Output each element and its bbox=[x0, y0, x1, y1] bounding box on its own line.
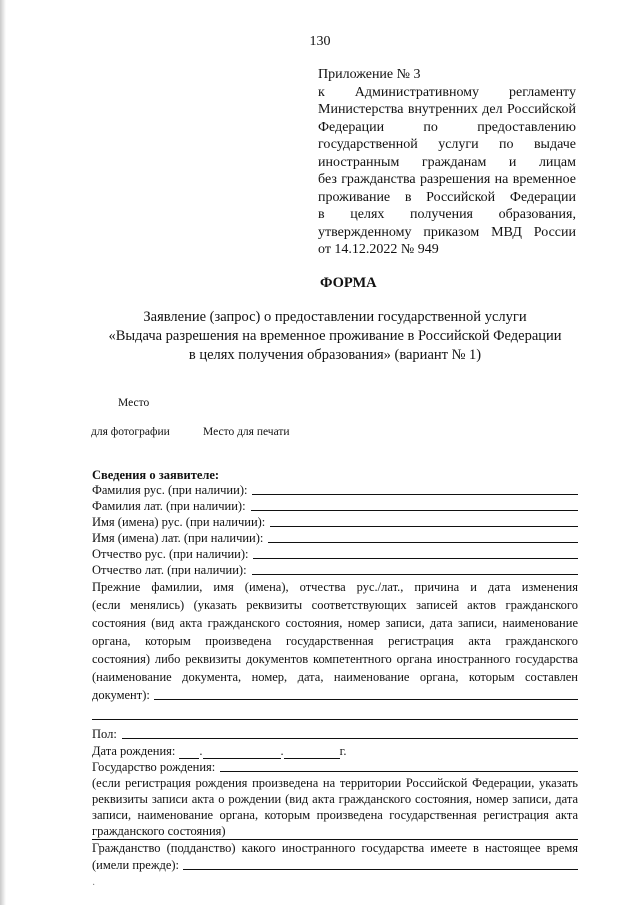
input-line[interactable] bbox=[252, 574, 578, 575]
sex-field[interactable] bbox=[92, 726, 578, 742]
appendix-line: в целях получения образования, bbox=[318, 207, 576, 222]
instruction-line: состояния (вид акта гражданского состояния, номер записи, дата записи, наименование bbox=[92, 616, 578, 630]
field-label: Имя (имена) лат. (при наличии): bbox=[92, 531, 264, 545]
citizenship-field[interactable] bbox=[92, 856, 578, 873]
appendix-line: государственной услуги по выдаче bbox=[318, 137, 576, 152]
previous-names-field[interactable] bbox=[92, 686, 578, 703]
input-line[interactable] bbox=[122, 738, 578, 739]
field-label: Отчество лат. (при наличии): bbox=[92, 563, 247, 577]
scan-speck: · bbox=[92, 880, 96, 891]
input-line[interactable] bbox=[183, 869, 578, 870]
input-line[interactable] bbox=[252, 494, 578, 495]
photo-place-label-2: для фотографии bbox=[91, 426, 170, 438]
photo-place-label: Место bbox=[118, 397, 150, 409]
surname-lat-field[interactable] bbox=[92, 498, 578, 514]
appendix-line: проживание в Российской Федерации bbox=[318, 189, 576, 205]
birth-country-field[interactable] bbox=[92, 759, 578, 775]
appendix-line: к Административному регламенту bbox=[318, 84, 576, 100]
appendix-line: Министерства внутренних дел Российской bbox=[318, 102, 576, 117]
patronymic-lat-field[interactable] bbox=[92, 562, 578, 578]
input-line[interactable] bbox=[270, 526, 578, 527]
input-line-continuation[interactable] bbox=[92, 703, 578, 720]
title-line: «Выдача разрешения на временное проживание в Российской Федерации bbox=[108, 328, 562, 344]
appendix-line: Приложение № 3 bbox=[318, 67, 421, 82]
instruction-line: состояния) либо реквизиты документов компетентного органа иностранного государства bbox=[92, 652, 578, 666]
title-line: в целях получения образования» (вариант № 1) bbox=[188, 347, 482, 363]
instruction-line: органа, которым произведена государственная регистрация акта гражданского bbox=[92, 634, 578, 648]
dob-year-suffix: г. bbox=[339, 744, 347, 758]
dob-day-input[interactable] bbox=[179, 746, 199, 759]
surname-rus-field[interactable] bbox=[92, 482, 578, 498]
citizenship-question bbox=[92, 840, 578, 856]
scan-edge-shadow bbox=[0, 0, 6, 905]
dob-month-input[interactable] bbox=[203, 746, 281, 759]
instruction-line: реквизиты записи акта о рождении (вид акта гражданского состояния, номер записи, дата bbox=[92, 792, 578, 806]
instruction-line: гражданского состояния) bbox=[92, 823, 578, 840]
appendix-note bbox=[318, 66, 576, 259]
appendix-line: от 14.12.2022 № 949 bbox=[318, 242, 439, 257]
input-line[interactable] bbox=[154, 699, 578, 700]
form-heading: ФОРМА bbox=[320, 275, 377, 291]
section-title: Сведения о заявителе: bbox=[92, 468, 220, 482]
date-of-birth-field[interactable] bbox=[92, 742, 578, 759]
title-line: Заявление (запрос) о предоставлении государственной услуги bbox=[143, 309, 527, 325]
page-number: 130 bbox=[309, 34, 331, 49]
appendix-line: без гражданства разрешения на временное bbox=[318, 172, 576, 187]
instruction-line: (если менялись) (указать реквизиты соответствующих записей актов гражданского bbox=[92, 598, 578, 612]
appendix-line: иностранным гражданам и лицам bbox=[318, 154, 576, 170]
instruction-line: Прежние фамилии, имя (имена), отчества рус./лат., причина и дата изменения bbox=[92, 580, 578, 594]
field-label: документ): bbox=[92, 688, 150, 702]
dob-separator: . bbox=[280, 744, 284, 758]
instruction-line: (наименование документа, номер, дата, наименование органа, которым составлен bbox=[92, 670, 578, 684]
field-label: Имя (имена) рус. (при наличии): bbox=[92, 515, 266, 529]
appendix-line: утвержденному приказом МВД России bbox=[318, 224, 576, 240]
input-line[interactable] bbox=[251, 510, 578, 511]
input-line[interactable] bbox=[268, 542, 578, 543]
patronymic-rus-field[interactable] bbox=[92, 546, 578, 562]
field-label: Фамилия рус. (при наличии): bbox=[92, 483, 248, 497]
field-label: Фамилия лат. (при наличии): bbox=[92, 499, 246, 513]
applicant-form bbox=[92, 468, 578, 873]
dob-year-input[interactable] bbox=[284, 746, 340, 759]
question-line: Гражданство (подданство) какого иностранного государства имеете в настоящее время bbox=[92, 841, 578, 855]
input-line[interactable] bbox=[253, 558, 578, 559]
application-title bbox=[80, 308, 590, 365]
name-lat-field[interactable] bbox=[92, 530, 578, 546]
name-rus-field[interactable] bbox=[92, 514, 578, 530]
instruction-line: записи, наименование органа, которым произведена государственная регистрация акта bbox=[92, 808, 578, 822]
instruction-line: (если регистрация рождения произведена на территории Российской Федерации, указать bbox=[92, 776, 578, 790]
seal-place-label: Место для печати bbox=[203, 426, 290, 438]
field-label: Дата рождения: bbox=[92, 744, 176, 758]
appendix-line: Федерации по предоставлению bbox=[318, 119, 576, 135]
input-line[interactable] bbox=[220, 771, 578, 772]
field-label: (имели прежде): bbox=[92, 858, 180, 872]
field-label: Государство рождения: bbox=[92, 760, 216, 774]
dob-separator: . bbox=[199, 744, 203, 758]
field-label: Пол: bbox=[92, 727, 117, 741]
field-label: Отчество рус. (при наличии): bbox=[92, 547, 249, 561]
birth-record-instructions bbox=[92, 775, 578, 840]
previous-names-instructions bbox=[92, 578, 578, 686]
